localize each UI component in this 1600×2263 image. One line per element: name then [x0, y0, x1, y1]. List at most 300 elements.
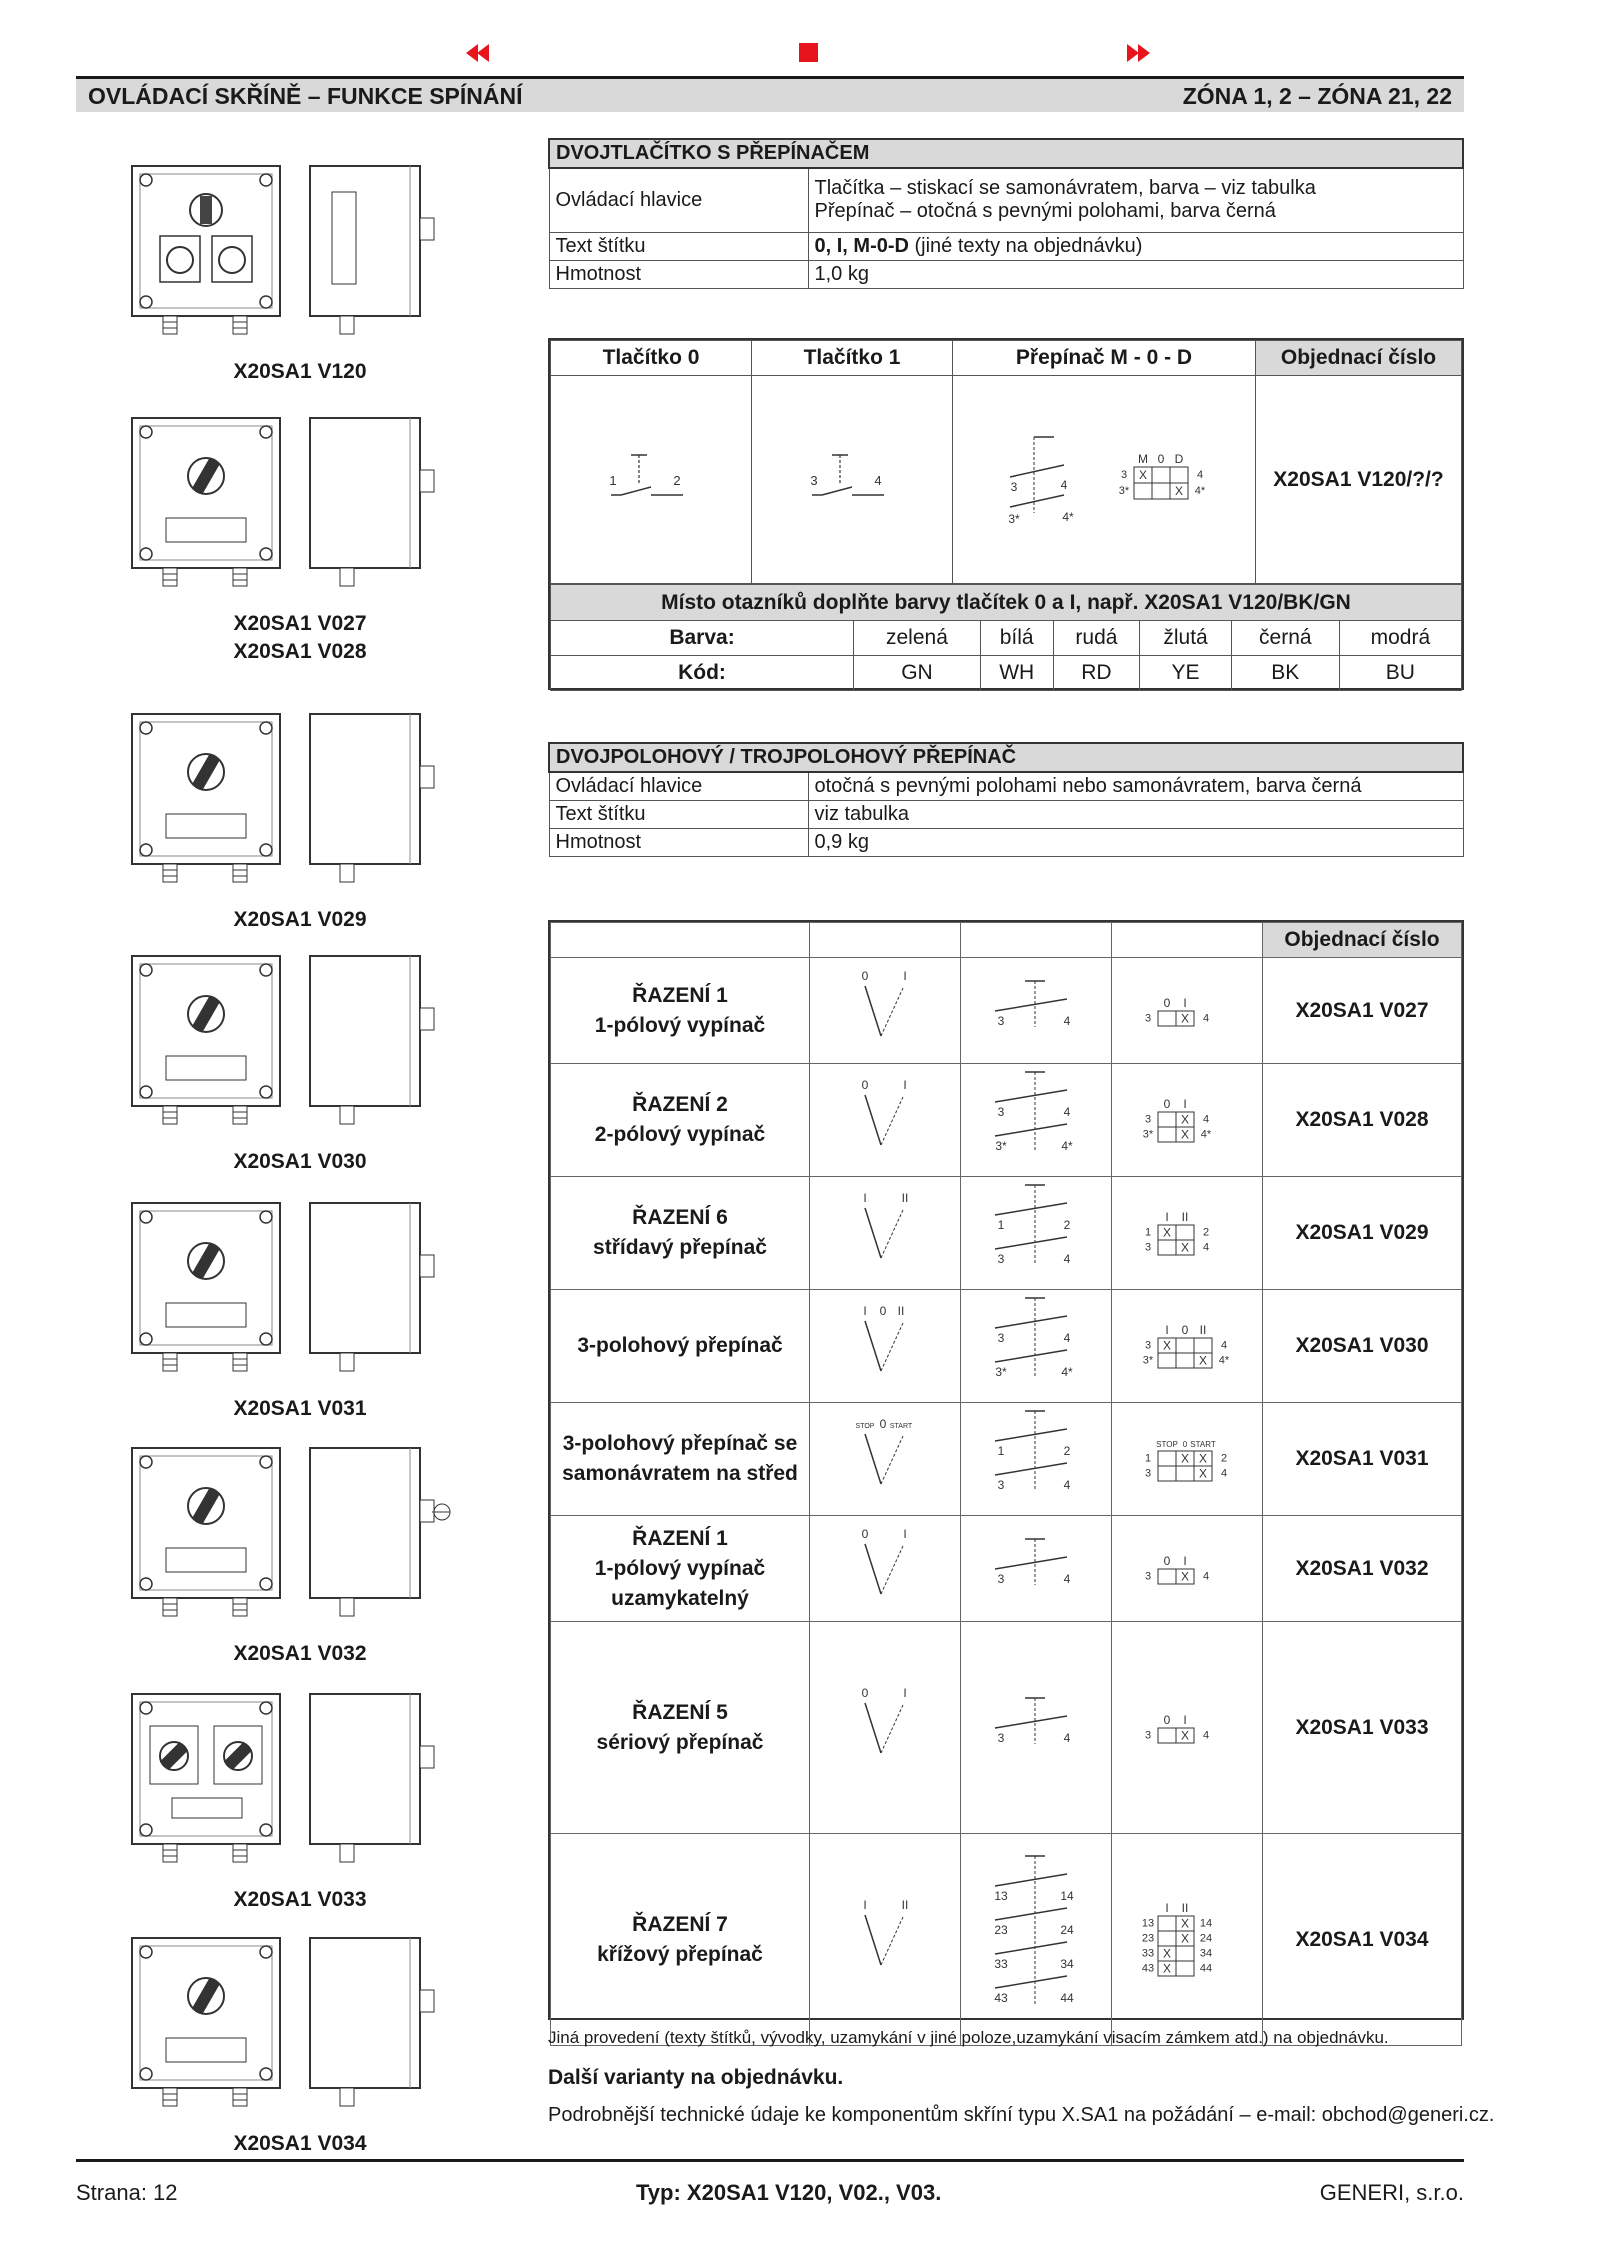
contact-mark: X — [1162, 1960, 1172, 1975]
color-value: rudá — [1053, 621, 1140, 656]
terminal-label: 2 — [1202, 1226, 1210, 1239]
position-label: II — [897, 1304, 905, 1318]
caption-line: X20SA1 V120 — [233, 360, 367, 383]
page-number: Strana: 12 — [76, 2180, 178, 2205]
spec-value-line1: Tlačítka – stiskací se samonávratem, barva – viz tabulka — [814, 177, 1316, 200]
terminal-label: 1 — [997, 1444, 1005, 1458]
order-number: X20SA1 V027 — [1263, 958, 1462, 1064]
grid-cell — [1194, 1338, 1212, 1353]
terminal-label: 23 — [1141, 1932, 1155, 1944]
code-value: YE — [1140, 656, 1231, 691]
position-label: 0 — [861, 1078, 869, 1092]
terminal-label: 4 — [1060, 477, 1068, 492]
order-number: X20SA1 V029 — [1263, 1177, 1462, 1290]
position-label: 0 — [879, 1304, 887, 1318]
terminal-label: 3 — [1144, 1241, 1152, 1254]
contact-line — [995, 1090, 1067, 1102]
table-title: DVOJPOLOHOVÝ / TROJPOLOHOVÝ PŘEPÍNAČ — [549, 743, 1463, 772]
position-label: 0 — [1163, 1553, 1171, 1568]
enclosure-drawing — [110, 948, 490, 1148]
contact-grid — [1112, 1622, 1263, 1834]
terminal-label: 24 — [1060, 1922, 1074, 1937]
spec-value: 0,9 kg — [808, 829, 1463, 857]
company-name: GENERI, s.r.o. — [1319, 2180, 1464, 2205]
next-page-button[interactable] — [1118, 36, 1158, 70]
switching-name — [551, 1622, 810, 1834]
contact-line — [995, 1203, 1067, 1215]
switch-spec-table — [548, 742, 1464, 857]
position-label: 0 — [861, 1526, 869, 1541]
terminal-label: 3 — [997, 1105, 1005, 1119]
code-value: RD — [1053, 656, 1140, 691]
grid-cell — [1158, 1353, 1176, 1368]
product-item — [110, 948, 490, 1176]
enclosure-drawing — [110, 1930, 490, 2130]
position-label: I — [1183, 1097, 1187, 1111]
table-row — [551, 958, 1462, 1064]
terminal-label: 3* — [1142, 1354, 1154, 1367]
terminal-label: 4 — [1202, 1113, 1210, 1126]
position-symbol — [810, 1403, 961, 1516]
terminal-label: 3* — [995, 1139, 1007, 1153]
terminal-label: 1 — [609, 472, 617, 488]
position-label: 0 — [879, 1417, 887, 1431]
product-caption — [110, 906, 490, 934]
position-label: I — [903, 1685, 907, 1700]
switching-name-line: křížový přepínač — [597, 1942, 763, 1966]
terminal-label: 3 — [1010, 479, 1018, 494]
contact-mark: X — [1180, 1127, 1190, 1142]
terminal-label: 14 — [1199, 1917, 1213, 1929]
contact-grid — [1112, 1064, 1263, 1177]
switching-name — [551, 958, 810, 1064]
spec-label: Text štítku — [549, 801, 808, 829]
terminal-label: 3 — [1144, 1570, 1152, 1582]
contact-line — [995, 1350, 1067, 1362]
terminal-label: 3 — [1144, 1012, 1152, 1024]
terminal-label: 4 — [1063, 1252, 1071, 1266]
switching-name-line: ŘAZENÍ 7 — [632, 1912, 728, 1936]
terminal-label: 3* — [1008, 511, 1020, 526]
position-label: I — [863, 1304, 867, 1318]
contact-symbol — [961, 1622, 1112, 1834]
position-label: 0 — [1182, 1440, 1188, 1449]
position-symbol — [810, 1622, 961, 1834]
spec-label: Ovládací hlavice — [549, 772, 808, 801]
color-value: modrá — [1339, 621, 1461, 656]
product-caption — [110, 1640, 490, 1668]
caption-line: X20SA1 V031 — [233, 1397, 367, 1420]
position-label: D — [1174, 451, 1184, 466]
stop-square-icon — [788, 36, 828, 70]
contact-mark: X — [1198, 1466, 1208, 1481]
terminal-label: 4 — [1063, 1013, 1071, 1028]
contact-mark: X — [1180, 1451, 1190, 1466]
terminal-label: 4 — [1202, 1012, 1210, 1024]
contact-symbol — [961, 1177, 1112, 1290]
position-label: I — [903, 1078, 907, 1092]
position-label: II — [1199, 1323, 1207, 1337]
terminal-label: 2 — [1063, 1444, 1071, 1458]
position-label: II — [901, 1897, 909, 1912]
code-label: Kód: — [551, 656, 854, 691]
contact-line — [1010, 465, 1064, 477]
terminal-label: 43 — [1141, 1962, 1155, 1974]
contact-mark: X — [1180, 1112, 1190, 1127]
terminal-label: 4* — [1061, 1365, 1073, 1379]
terminal-label: 3* — [1142, 1128, 1154, 1141]
contact-line — [995, 1716, 1067, 1728]
table-row — [551, 1622, 1462, 1834]
position-label: I — [1165, 1210, 1169, 1224]
fill-note: Místo otazníků doplňte barvy tlačítek 0 a I, např. X20SA1 V120/BK/GN — [551, 585, 1462, 621]
product-caption — [110, 610, 490, 666]
order-number: X20SA1 V120/?/? — [1256, 376, 1462, 584]
terminal-label: 3 — [1144, 1113, 1152, 1126]
terminal-label: 4* — [1200, 1128, 1212, 1141]
product-caption — [110, 2130, 490, 2158]
position-label: I — [903, 968, 907, 983]
product-item — [110, 1686, 490, 1914]
position-label: 0 — [1181, 1323, 1189, 1337]
terminal-label: 4* — [1061, 1139, 1073, 1153]
contact-line — [995, 1874, 1067, 1886]
terminal-label: 4 — [1220, 1339, 1228, 1352]
column-header: Tlačítko 0 — [551, 341, 752, 376]
code-value: WH — [980, 656, 1053, 691]
terminal-label: 3 — [810, 472, 818, 488]
order-number: X20SA1 V032 — [1263, 1516, 1462, 1622]
terminal-label: 14 — [1060, 1888, 1074, 1903]
switching-name-line: ŘAZENÍ 1 — [632, 1526, 728, 1550]
caption-line: X20SA1 V028 — [233, 640, 367, 663]
terminal-label: 4 — [1063, 1331, 1071, 1345]
switch-mod-symbol — [953, 376, 1256, 584]
terminal-label: 4 — [1063, 1730, 1071, 1745]
terminal-label: 3 — [1144, 1467, 1152, 1480]
grid-cell — [1176, 1466, 1194, 1481]
zone-label: ZÓNA 1, 2 – ZÓNA 21, 22 — [1182, 83, 1452, 109]
terminal-label: 43 — [994, 1990, 1008, 2005]
double-arrow-left-icon — [458, 36, 498, 70]
position-label: I — [903, 1526, 907, 1541]
contact-mark: X — [1180, 1240, 1190, 1255]
switch-order-table — [548, 920, 1464, 2020]
terminal-label: 4 — [1063, 1571, 1071, 1586]
position-symbol — [810, 1290, 961, 1403]
enclosure-drawing — [110, 1195, 490, 1395]
product-item — [110, 410, 490, 666]
terminal-label: 33 — [994, 1956, 1008, 1971]
column-header: Přepínač M - 0 - D — [953, 341, 1256, 376]
position-label: M — [1138, 451, 1148, 466]
contact-symbol — [961, 1516, 1112, 1622]
color-value: žlutá — [1140, 621, 1231, 656]
grid-cell — [1158, 1466, 1176, 1481]
order-number: X20SA1 V030 — [1263, 1290, 1462, 1403]
position-label: START — [1190, 1440, 1216, 1449]
spec-value: otočná s pevnými polohami nebo samonávratem, barva černá — [808, 772, 1463, 801]
spec-value — [808, 168, 1463, 232]
enclosure-drawing — [110, 706, 490, 906]
contact-symbol — [961, 1834, 1112, 2046]
grid-cell — [1158, 1451, 1176, 1466]
switching-name-line: samonávratem na střed — [562, 1462, 798, 1485]
position-line — [865, 1208, 881, 1258]
switching-name-line: ŘAZENÍ 5 — [632, 1700, 728, 1724]
grid-cell — [1158, 1916, 1176, 1931]
order-number: X20SA1 V031 — [1263, 1403, 1462, 1516]
terminal-label: 4* — [1218, 1354, 1230, 1367]
contact-line — [995, 999, 1067, 1011]
terminal-label: 3* — [995, 1365, 1007, 1379]
terminal-label: 44 — [1060, 1990, 1074, 2005]
contact-mark: X — [1180, 1930, 1190, 1945]
grid-cell — [1158, 1127, 1176, 1142]
table-row — [551, 1403, 1462, 1516]
order-number: X20SA1 V033 — [1263, 1622, 1462, 1834]
grid-cell — [1158, 1011, 1176, 1026]
position-line — [881, 1917, 903, 1965]
terminal-label: 4 — [874, 472, 882, 488]
color-label: Barva: — [551, 621, 854, 656]
product-item — [110, 1930, 490, 2158]
button-0-symbol — [551, 376, 752, 584]
contact-line — [1010, 495, 1064, 507]
position-line — [865, 1915, 881, 1965]
terminal-label: 4* — [1062, 509, 1074, 524]
caption-line: X20SA1 V027 — [233, 612, 367, 635]
contact-mark: X — [1198, 1353, 1208, 1368]
terminal-label: 3 — [1120, 468, 1128, 481]
label-text-bold: 0, I, M-0-D — [814, 234, 909, 257]
order-number: X20SA1 V028 — [1263, 1064, 1462, 1177]
switching-name — [551, 1403, 810, 1516]
section-header — [76, 76, 1464, 112]
contact-mark: X — [1180, 1010, 1190, 1025]
switching-name-line: 1-pólový vypínač — [594, 1556, 766, 1580]
position-line — [865, 1703, 881, 1753]
grid-cell — [1176, 1225, 1194, 1240]
product-item — [110, 706, 490, 934]
contact-line — [995, 1124, 1067, 1136]
contact-mark: X — [1162, 1945, 1172, 1960]
position-label: 0 — [1163, 995, 1171, 1010]
terminal-label: 2 — [1063, 1218, 1071, 1232]
footer-type: Typ: X20SA1 V120, V02., V03. — [636, 2180, 942, 2205]
contact-line — [995, 1557, 1067, 1569]
terminal-label: 2 — [673, 472, 681, 488]
product-item — [110, 1195, 490, 1423]
grid-cell — [1158, 1569, 1176, 1584]
contact-grid — [1112, 958, 1263, 1064]
grid-cell — [1176, 1946, 1194, 1961]
order-number: X20SA1 V034 — [1263, 1834, 1462, 2046]
position-line — [881, 1210, 903, 1258]
position-label: 0 — [1157, 451, 1165, 466]
position-label: 0 — [861, 1685, 869, 1700]
terminal-label: 4 — [1063, 1478, 1071, 1492]
enclosure-drawing — [110, 1440, 490, 1640]
contact-mark: X — [1174, 483, 1184, 498]
caption-line: X20SA1 V029 — [233, 908, 367, 931]
switching-name — [551, 1516, 810, 1622]
terminal-label: 3 — [1144, 1729, 1152, 1741]
enclosure-drawing — [110, 410, 490, 610]
terminal-label: 1 — [1144, 1226, 1152, 1239]
contact-line — [822, 487, 852, 495]
terminal-label: 3* — [1118, 484, 1130, 497]
position-symbol — [810, 1516, 961, 1622]
grid-cell — [1158, 1240, 1176, 1255]
terminal-label: 23 — [994, 1922, 1008, 1937]
contact-mark: X — [1162, 1338, 1172, 1353]
terminal-label: 33 — [1141, 1947, 1155, 1959]
position-label: I — [1165, 1900, 1169, 1915]
position-line — [865, 1544, 881, 1594]
position-line — [881, 1705, 903, 1753]
contact-grid — [1112, 1834, 1263, 2046]
terminal-label: 2 — [1220, 1452, 1228, 1465]
table-row — [551, 1064, 1462, 1177]
contact-line — [995, 1976, 1067, 1988]
variants-note: Další varianty na objednávku. — [548, 2066, 844, 2089]
position-line — [881, 1323, 903, 1371]
terminal-label: 4 — [1202, 1570, 1210, 1582]
previous-page-button[interactable] — [458, 36, 498, 70]
table-row — [551, 1516, 1462, 1622]
position-label: I — [1183, 995, 1187, 1010]
contact-symbol — [961, 1064, 1112, 1177]
contact-line — [995, 1463, 1067, 1475]
label-text-note: (jiné texty na objednávku) — [908, 234, 1143, 257]
grid-cell — [1152, 483, 1170, 499]
position-label: 0 — [861, 968, 869, 983]
contact-line — [621, 487, 651, 495]
switching-name-line: uzamykatelný — [611, 1586, 749, 1610]
terminal-label: 24 — [1199, 1932, 1213, 1944]
color-value: bílá — [980, 621, 1053, 656]
terminal-label: 4 — [1220, 1467, 1228, 1480]
product-caption — [110, 1148, 490, 1176]
switching-name — [551, 1290, 810, 1403]
position-label: 0 — [1163, 1097, 1171, 1111]
position-line — [865, 986, 881, 1036]
spec-label: Ovládací hlavice — [549, 168, 808, 232]
column-header: Objednací číslo — [1256, 341, 1462, 376]
grid-cell — [1152, 467, 1170, 483]
switching-name — [551, 1064, 810, 1177]
code-value: BK — [1231, 656, 1339, 691]
terminal-label: 13 — [1141, 1917, 1155, 1929]
enclosure-drawing — [110, 158, 490, 358]
code-value: BU — [1339, 656, 1461, 691]
switching-name — [551, 1834, 810, 2046]
position-symbol — [810, 1834, 961, 2046]
switching-name-line: ŘAZENÍ 1 — [632, 983, 728, 1007]
position-line — [865, 1321, 881, 1371]
position-label: II — [1181, 1900, 1189, 1915]
enclosure-drawing — [110, 1686, 490, 1886]
terminal-label: 4 — [1063, 1105, 1071, 1119]
contact-mark: X — [1162, 1225, 1172, 1240]
button-1-symbol — [752, 376, 953, 584]
product-item — [110, 1440, 490, 1668]
position-label: I — [1183, 1712, 1187, 1727]
switching-name — [551, 1177, 810, 1290]
position-line — [881, 988, 903, 1036]
position-label: 0 — [1163, 1712, 1171, 1727]
caption-line: X20SA1 V034 — [233, 2132, 367, 2155]
terminal-label: 4 — [1196, 468, 1204, 481]
switching-name-line: střídavý přepínač — [593, 1236, 767, 1259]
switching-name-line: 2-pólový vypínač — [594, 1123, 766, 1146]
position-label: I — [1165, 1323, 1169, 1337]
position-label: I — [863, 1897, 867, 1912]
switching-name-line: 3-polohový přepínač se — [562, 1432, 798, 1455]
terminal-label: 3 — [1144, 1339, 1152, 1352]
contact-grid — [1112, 1290, 1263, 1403]
table-title: DVOJTLAČÍTKO S PŘEPÍNAČEM — [549, 139, 1463, 168]
contact-line — [995, 1429, 1067, 1441]
product-caption — [110, 1886, 490, 1914]
info-note: Podrobnější technické údaje ke komponentům skříní typu X.SA1 na požádání – e-mail: obchod@generi.cz. — [548, 2104, 1495, 2126]
position-label: STOP — [855, 1423, 875, 1430]
double-button-spec-table — [548, 138, 1464, 289]
button-order-table — [548, 338, 1464, 690]
position-line — [881, 1546, 903, 1594]
stop-button[interactable] — [788, 36, 828, 70]
caption-line: X20SA1 V032 — [233, 1642, 367, 1665]
position-line — [881, 1097, 903, 1145]
switching-name-line: 1-pólový vypínač — [594, 1013, 766, 1037]
footer-divider — [76, 2159, 1464, 2162]
terminal-label: 44 — [1199, 1962, 1213, 1974]
contact-mark: X — [1180, 1568, 1190, 1583]
product-caption — [110, 1395, 490, 1423]
color-value: zelená — [854, 621, 981, 656]
page-navigation — [0, 36, 1600, 70]
code-value: GN — [854, 656, 981, 691]
terminal-label: 4* — [1194, 484, 1206, 497]
contact-mark: X — [1180, 1727, 1190, 1742]
table-row — [551, 1290, 1462, 1403]
position-line — [865, 1095, 881, 1145]
position-symbol — [810, 1177, 961, 1290]
table-row — [551, 1177, 1462, 1290]
section-title: OVLÁDACÍ SKŘÍNĚ – FUNKCE SPÍNÁNÍ — [88, 83, 523, 109]
contact-symbol — [961, 1290, 1112, 1403]
spec-label: Hmotnost — [549, 260, 808, 288]
contact-mark: X — [1180, 1915, 1190, 1930]
column-header: Objednací číslo — [1263, 923, 1462, 958]
contact-mark: X — [1138, 467, 1148, 482]
terminal-label: 4 — [1202, 1729, 1210, 1741]
switching-name-line: ŘAZENÍ 6 — [632, 1206, 728, 1229]
terminal-label: 3 — [997, 1331, 1005, 1345]
spec-value: 1,0 kg — [808, 260, 1463, 288]
small-note: Jiná provedení (texty štítků, vývodky, uzamykání v jiné poloze,uzamykání visacím zámkem atd.) na objednávku. — [548, 2028, 1389, 2047]
terminal-label: 3 — [997, 1013, 1005, 1028]
terminal-label: 34 — [1199, 1947, 1213, 1959]
terminal-label: 13 — [994, 1888, 1008, 1903]
position-label: I — [1183, 1553, 1187, 1568]
position-label: II — [901, 1191, 909, 1205]
position-symbol — [810, 958, 961, 1064]
position-line — [881, 1436, 903, 1484]
contact-mark: X — [1198, 1451, 1208, 1466]
grid-cell — [1176, 1338, 1194, 1353]
